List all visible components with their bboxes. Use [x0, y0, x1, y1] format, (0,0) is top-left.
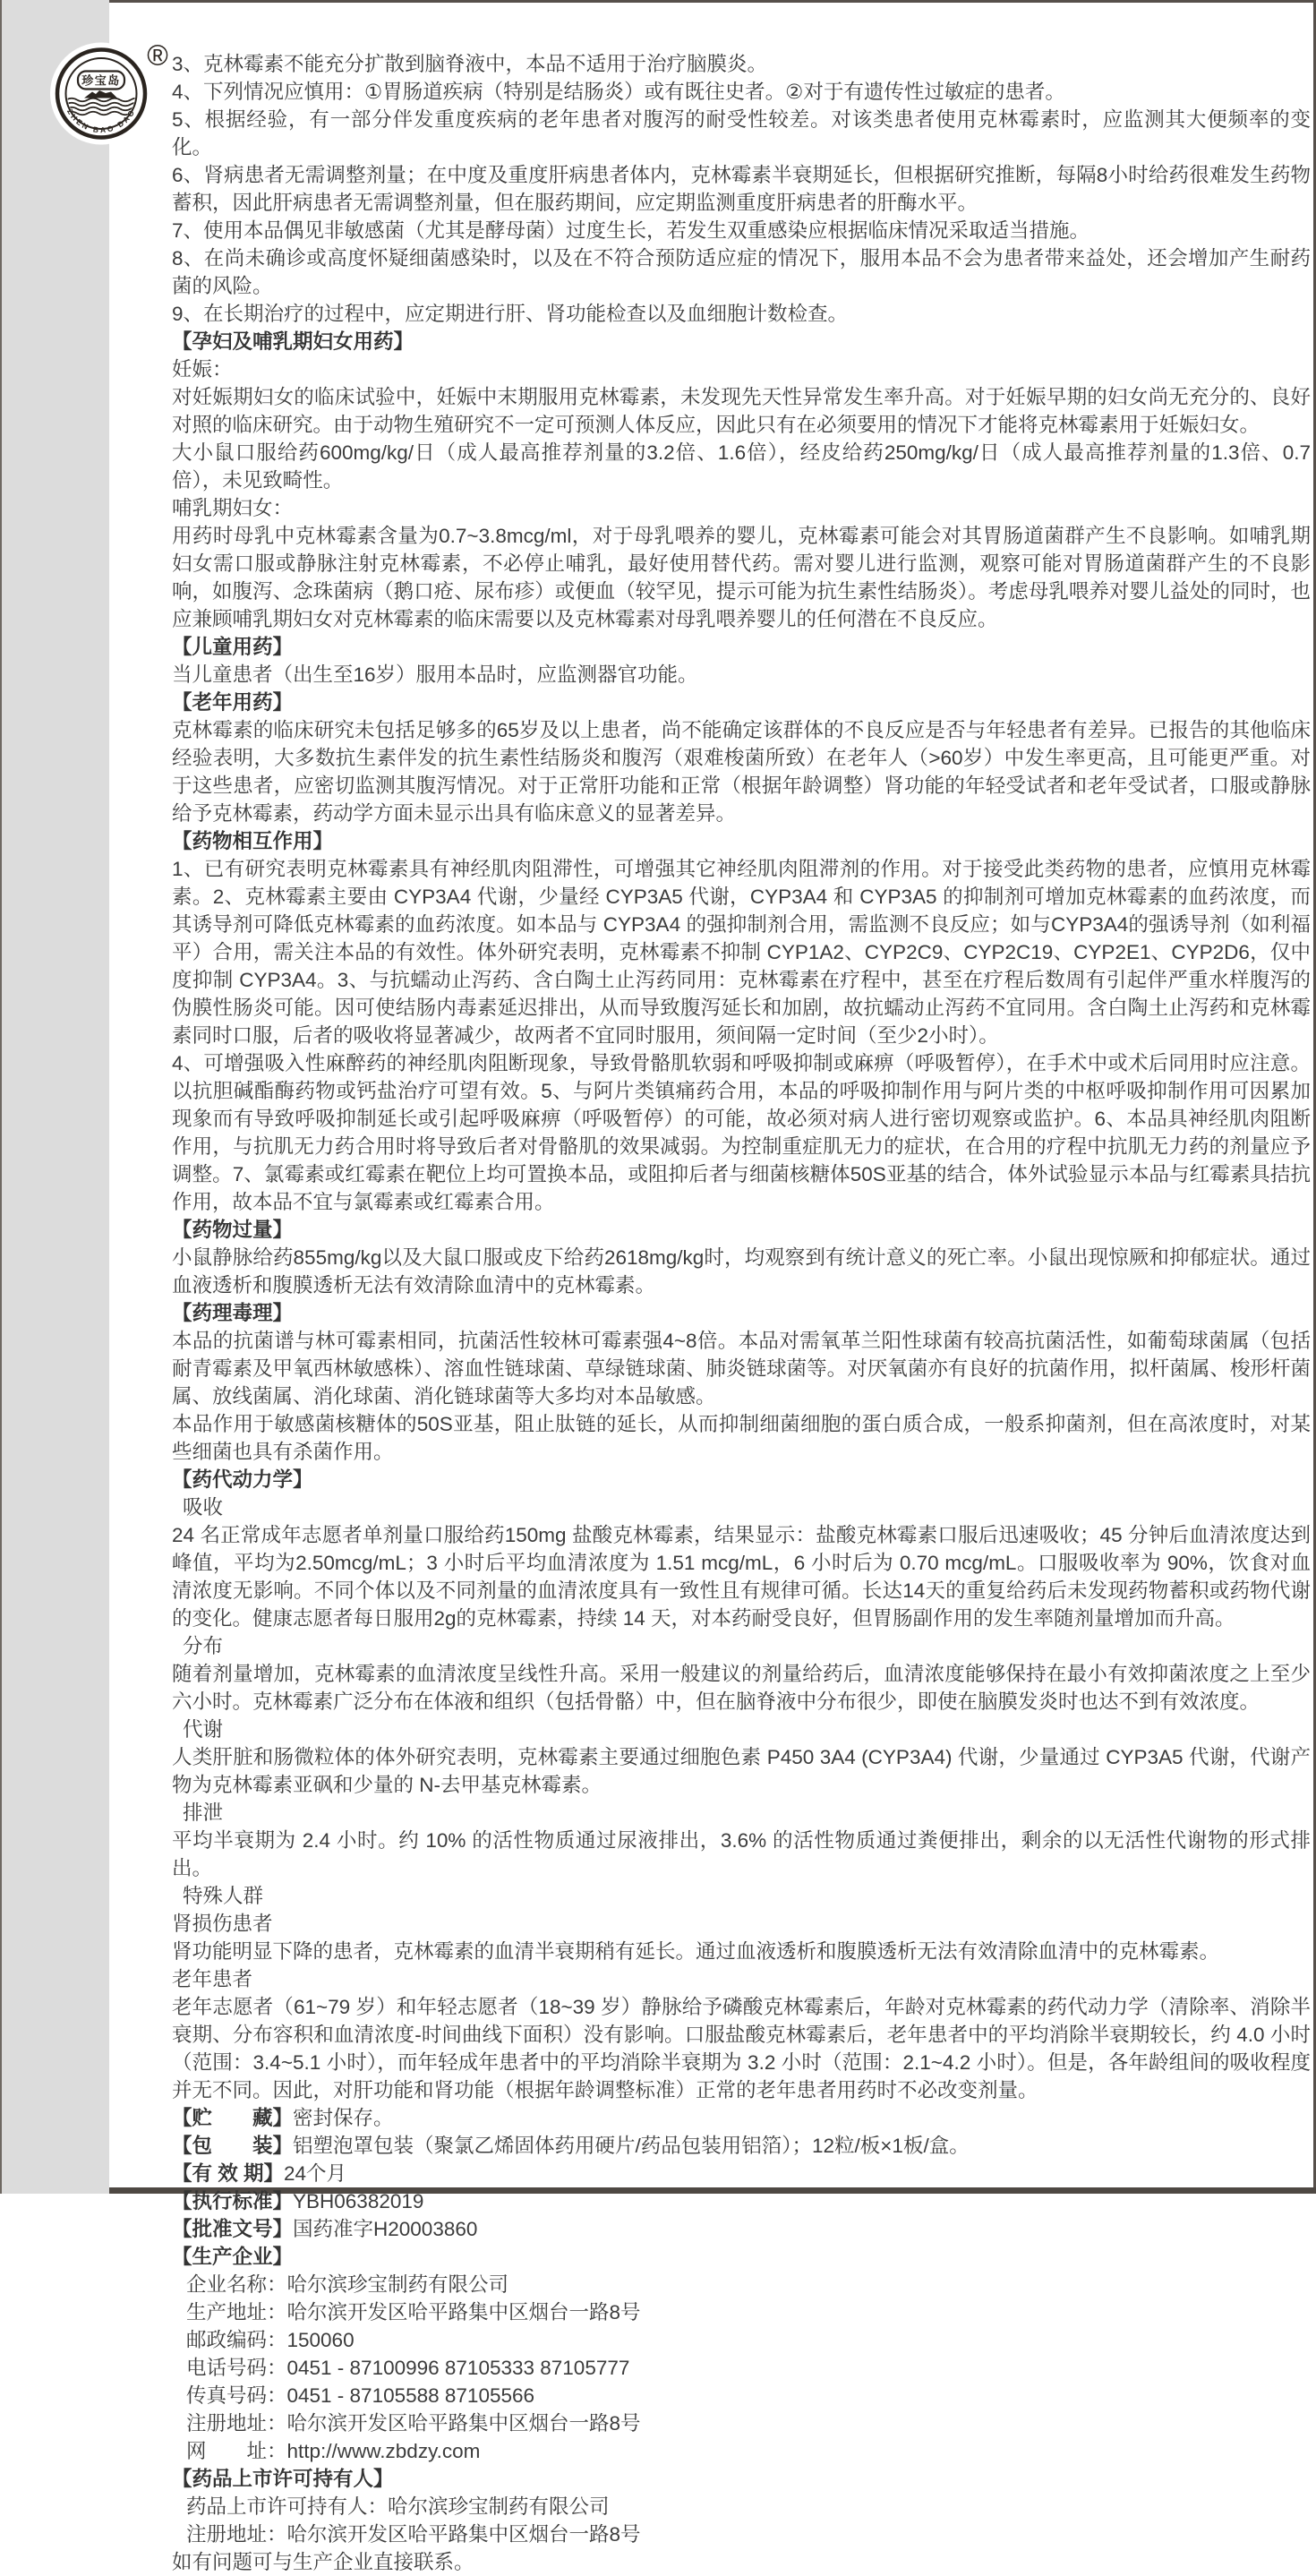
section-header: 【药代动力学】 — [172, 1468, 313, 1491]
field-value: YBH06382019 — [293, 2190, 424, 2212]
doc-paragraph: 5、根据经验，有一部分伴发重度疾病的老年患者对腹泻的耐受性较差。对该类患者使用克林霉素时，应监测其大便频率的变化。 — [172, 108, 1311, 158]
doc-paragraph: 老年志愿者（61~79 岁）和年轻志愿者（18~39 岁）静脉给予磷酸克林霉素后，年龄对克林霉素的药代动力学（清除率、消除半衰期、分布容积和血清浓度-时间曲线下面积）没有影响。口服盐酸克林霉素后，老年患者中的平均消除半衰期较长，约 4.0 小时（范围：3.4~5.1 小时），而年轻成年患者中的平均消除半衰期为 3.2 小时（范围：2.1~4.2 小时）。但是，各年龄组间的吸收程度并无不同。因此，对肝功能和肾功能（根据年龄调整标准）正常的老年患者用药时不必改变剂量。 — [172, 1996, 1311, 2101]
doc-paragraph: 24 名正常成年志愿者单剂量口服给药150mg 盐酸克林霉素，结果显示：盐酸克林霉素口服后迅速吸收；45 分钟后血清浓度达到峰值，平均为2.50mcg/mL；3 小时后平均血清浓度为 1.51 mcg/mL，6 小时后为 0.70 mcg/mL。口服吸收率为 90%，饮食对血清浓度无影响。不同个体以及不同剂量的血清浓度具有一致性且有规律可循。长达14天的重复给药后未发现药物蓄积或药物代谢的变化。健康志愿者每日服用2g的克林霉素，持续 14 天，对本药耐受良好，但胃肠副作用的发生率随剂量增加而升高。 — [172, 1524, 1311, 1630]
section-header: 【药物过量】 — [172, 1219, 294, 1241]
section-header: 【药理毒理】 — [172, 1302, 294, 1324]
logo-name-text: 珍宝岛 — [81, 73, 121, 88]
doc-paragraph: 传真号码：0451 - 87105588 87105566 — [186, 2384, 535, 2407]
doc-paragraph: 人类肝脏和肠微粒体的体外研究表明，克林霉素主要通过细胞色素 P450 3A4 (CYP3A4) 代谢，少量通过 CYP3A5 代谢，代谢产物为克林霉素亚砜和少量的 N-去甲基克林霉素。 — [172, 1746, 1311, 1796]
field-label: 【包 装】 — [172, 2135, 294, 2157]
doc-paragraph: 网 址：http://www.zbdzy.com — [186, 2440, 481, 2462]
doc-paragraph: 当儿童患者（出生至16岁）服用本品时，应监测器官功能。 — [172, 663, 698, 686]
zhenbaodao-logo — [47, 36, 175, 152]
doc-paragraph: 药品上市许可持有人：哈尔滨珍宝制药有限公司 — [186, 2495, 610, 2518]
section-header: 【药物相互作用】 — [172, 830, 334, 852]
doc-paragraph: 本品作用于敏感菌核糖体的50S亚基，阻止肽链的延长，从而抑制细菌细胞的蛋白质合成，一般系抑菌剂，但在高浓度时，对某些细菌也具有杀菌作用。 — [172, 1413, 1311, 1463]
doc-paragraph: 邮政编码：150060 — [186, 2329, 355, 2351]
doc-paragraph: 4、可增强吸入性麻醉药的神经肌肉阻断现象，导致骨骼肌软弱和呼吸抑制或麻痹（呼吸暂停），在手术中或术后同用时应注意。以抗胆碱酯酶药物或钙盐治疗可望有效。5、与阿片类镇痛药合用，本品的呼吸抑制作用与阿片类的中枢呼吸抑制作用可因累加现象而有导致呼吸抑制延长或引起呼吸麻痹（呼吸暂停）的可能，故必须对病人进行密切观察或监护。6、本品具神经肌肉阻断作用，与抗肌无力药合用时将导致后者对骨骼肌的效果减弱。为控制重症肌无力的症状，在合用的疗程中抗肌无力药的剂量应予调整。7、氯霉素或红霉素在靶位上均可置换本品，或阻抑后者与细菌核糖体50S亚基的结合，体外试验显示本品与红霉素具拮抗作用，故本品不宜与氯霉素或红霉素合用。 — [172, 1052, 1311, 1213]
field-label: 【执行标准】 — [172, 2190, 294, 2212]
doc-paragraph: 随着剂量增加，克林霉素的血清浓度呈线性升高。采用一般建议的剂量给药后，血清浓度能够保持在最小有效抑菌浓度之上至少六小时。克林霉素广泛分布在体液和组织（包括骨骼）中，但在脑脊液中分布很少，即使在脑膜发炎时也达不到有效浓度。 — [172, 1663, 1311, 1713]
doc-paragraph: 1、已有研究表明克林霉素具有神经肌肉阻滞性，可增强其它神经肌肉阻滞剂的作用。对于接受此类药物的患者，应慎用克林霉素。2、克林霉素主要由 CYP3A4 代谢，少量经 CYP3A5 代谢，CYP3A4 和 CYP3A5 的抑制剂可增加克林霉素的血药浓度，而其诱导剂可降低克林霉素的血药浓度。如本品与 CYP3A4 的强抑制剂合用，需监测不良反应；如与CYP3A4的强诱导剂（如利福平）合用，需关注本品的有效性。体外研究表明，克林霉素不抑制 CYP1A2、CYP2C9、CYP2C19、CYP2E1、CYP2D6，仅中度抑制 CYP3A4。3、与抗蠕动止泻药、含白陶土止泻药同用：克林霉素在疗程中，甚至在疗程后数周有引起伴严重水样腹泻的伪膜性肠炎可能。因可使结肠内毒素延迟排出，从而导致腹泻延长和加剧，故抗蠕动止泻药不宜同用。含白陶土止泻药和克林霉素同时口服，后者的吸收将显著减少，故两者不宜同时服用，须间隔一定时间（至少2小时）。 — [172, 858, 1311, 1047]
subheading: 排泄 — [183, 1801, 224, 1824]
doc-paragraph: 8、在尚未确诊或高度怀疑细菌感染时，以及在不符合预防适应症的情况下，服用本品不会为患者带来益处，还会增加产生耐药菌的风险。 — [172, 247, 1311, 297]
subheading: 吸收 — [183, 1496, 224, 1519]
zhenbaodao-logo-icon — [47, 36, 175, 152]
field-value: 国药准字H20003860 — [293, 2218, 478, 2240]
doc-paragraph: 生产地址：哈尔滨开发区哈平路集中区烟台一路8号 — [186, 2301, 641, 2324]
field-row — [172, 2215, 1311, 2243]
doc-paragraph: 4、下列情况应慎用：①胃肠道疾病（特别是结肠炎）或有既往史者。②对于有遗传性过敏症的患者。 — [172, 81, 1065, 103]
doc-paragraph: 7、使用本品偶见非敏感菌（尤其是酵母菌）过度生长，若发生双重感染应根据临床情况采取适当措施。 — [172, 219, 1090, 242]
subheading: 肾损伤患者 — [172, 1913, 273, 1935]
subheading: 妊娠： — [172, 358, 233, 381]
doc-paragraph: 如有问题可与生产企业直接联系。 — [172, 2551, 474, 2573]
field-label: 【批准文号】 — [172, 2218, 294, 2240]
subheading: 特殊人群 — [183, 1885, 264, 1907]
field-value: 铝塑泡罩包装（聚氯乙烯固体药用硬片/药品包装用铝箔）；12粒/板×1板/盒。 — [293, 2135, 970, 2157]
subheading: 代谢 — [183, 1718, 224, 1741]
field-label: 【有 效 期】 — [172, 2162, 285, 2185]
left-gray-strip — [2, 0, 109, 2194]
field-row — [172, 2104, 1311, 2132]
field-value: 密封保存。 — [293, 2107, 394, 2129]
section-header: 【老年用药】 — [172, 691, 294, 714]
doc-paragraph: 大小鼠口服给药600mg/kg/日（成人最高推荐剂量的3.2倍、1.6倍），经皮给药250mg/kg/日（成人最高推荐剂量的1.3倍、0.7倍），未见致畸性。 — [172, 441, 1311, 492]
registered-trademark-icon: ® — [147, 39, 168, 72]
doc-paragraph: 电话号码：0451 - 87100996 87105333 87105777 — [186, 2357, 630, 2379]
doc-paragraph: 小鼠静脉给药855mg/kg以及大鼠口服或皮下给药2618mg/kg时，均观察到有统计意义的死亡率。小鼠出现惊厥和抑郁症状。通过血液透析和腹膜透析无法有效清除血清中的克林霉素。 — [172, 1246, 1311, 1297]
doc-paragraph: 注册地址：哈尔滨开发区哈平路集中区烟台一路8号 — [186, 2412, 641, 2435]
doc-paragraph: 6、肾病患者无需调整剂量；在中度及重度肝病患者体内，克林霉素半衰期延长，但根据研究推断，每隔8小时给药很难发生药物蓄积，因此肝病患者无需调整剂量，但在服药期间，应定期监测重度肝病患者的肝酶水平。 — [172, 164, 1311, 214]
doc-paragraph: 注册地址：哈尔滨开发区哈平路集中区烟台一路8号 — [186, 2523, 641, 2546]
doc-paragraph: 对妊娠期妇女的临床试验中，妊娠中末期服用克林霉素，未发现先天性异常发生率升高。对于妊娠早期的妇女尚无充分的、良好对照的临床研究。由于动物生殖研究不一定可预测人体反应，因此只有在必须要用的情况下才能将克林霉素用于妊娠妇女。 — [172, 386, 1311, 436]
subheading: 老年患者 — [172, 1968, 253, 1990]
field-value: 24个月 — [284, 2162, 347, 2185]
section-header: 【药品上市许可持有人】 — [172, 2468, 394, 2490]
section-header: 【生产企业】 — [172, 2246, 294, 2268]
doc-paragraph: 3、克林霉素不能充分扩散到脑脊液中，本品不适用于治疗脑膜炎。 — [172, 53, 768, 75]
logo-ring-text: ZHEN BAO DAO — [65, 107, 138, 135]
field-row — [172, 2132, 1311, 2160]
section-header: 【孕妇及哺乳期妇女用药】 — [172, 330, 414, 353]
doc-paragraph: 用药时母乳中克林霉素含量为0.7~3.8mcg/ml，对于母乳喂养的婴儿，克林霉素可能会对其胃肠道菌群产生不良影响。如哺乳期妇女需口服或静脉注射克林霉素，不必停止哺乳，最好使用替代药。需对婴儿进行监测，观察可能对胃肠道菌群产生的不良影响，如腹泻、念珠菌病（鹅口疮、尿布疹）或便血（较罕见，提示可能为抗生素性结肠炎）。考虑母乳喂养对婴儿益处的同时，也应兼顾哺乳期妇女对克林霉素的临床需要以及克林霉素对母乳喂养婴儿的任何潜在不良反应。 — [172, 525, 1311, 630]
doc-paragraph: 克林霉素的临床研究未包括足够多的65岁及以上患者，尚不能确定该群体的不良反应是否与年轻患者有差异。已报告的其他临床经验表明，大多数抗生素伴发的抗生素性结肠炎和腹泻（艰难梭菌所致）在老年人（>60岁）中发生率更高，且可能更严重。对于这些患者，应密切监测其腹泻情况。对于正常肝功能和正常（根据年龄调整）肾功能的年轻受试者和老年受试者，口服或静脉给予克林霉素，药动学方面未显示出具有临床意义的显著差异。 — [172, 719, 1311, 825]
doc-paragraph: 肾功能明显下降的患者，克林霉素的血清半衰期稍有延长。通过血液透析和腹膜透析无法有效清除血清中的克林霉素。 — [172, 1940, 1220, 1963]
field-label: 【贮 藏】 — [172, 2107, 294, 2129]
doc-paragraph: 平均半衰期为 2.4 小时。约 10% 的活性物质通过尿液排出，3.6% 的活性物质通过粪便排出，剩余的以无活性代谢物的形式排出。 — [172, 1829, 1311, 1879]
doc-paragraph: 9、在长期治疗的过程中，应定期进行肝、肾功能检查以及血细胞计数检查。 — [172, 303, 849, 325]
subheading: 分布 — [183, 1635, 224, 1657]
subheading: 哺乳期妇女： — [172, 497, 294, 519]
field-row — [172, 2187, 1311, 2215]
document-body — [172, 50, 1311, 2576]
field-row — [172, 2160, 1311, 2187]
doc-paragraph: 企业名称：哈尔滨珍宝制药有限公司 — [186, 2273, 509, 2296]
page-border-top — [0, 0, 1316, 3]
section-header: 【儿童用药】 — [172, 636, 294, 658]
doc-paragraph: 本品的抗菌谱与林可霉素相同，抗菌活性较林可霉素强4~8倍。本品对需氧革兰阳性球菌有较高抗菌活性，如葡萄球菌属（包括耐青霉素及甲氧西林敏感株）、溶血性链球菌、草绿链球菌、肺炎链球菌等。对厌氧菌亦有良好的抗菌作用，拟杆菌属、梭形杆菌属、放线菌属、消化球菌、消化链球菌等大多均对本品敏感。 — [172, 1330, 1311, 1408]
